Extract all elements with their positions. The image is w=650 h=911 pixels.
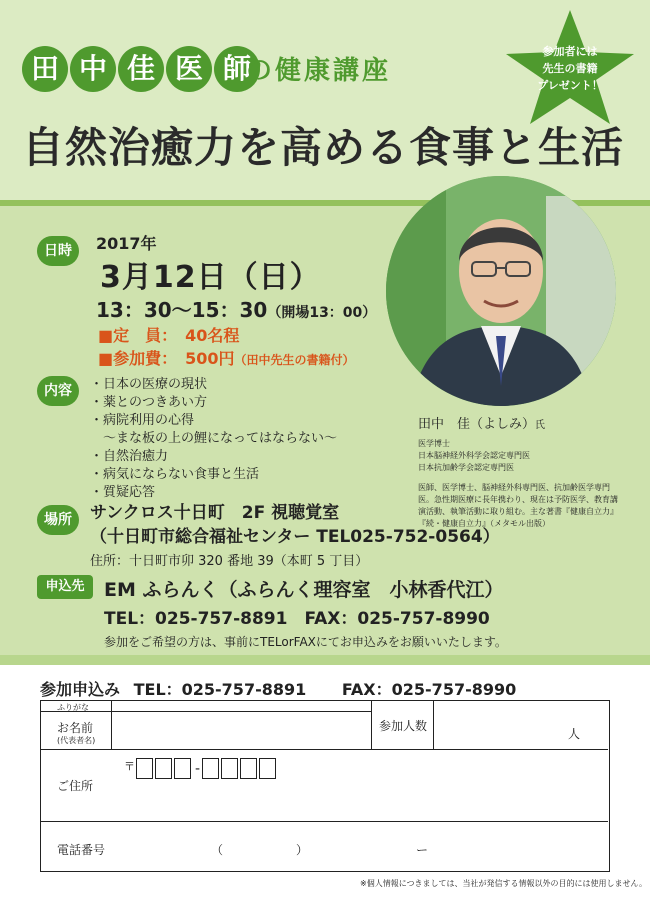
name-badge: 医 [166, 46, 212, 92]
list-item: ・自然治癒力 [90, 449, 169, 464]
postal-dash: - [195, 760, 201, 777]
venue-address: 住所：十日町市卯 320 番地 39（本町 5 丁目） [90, 554, 369, 569]
content-tag: 内容 [37, 376, 79, 406]
apply-contact: TEL：025-757-8891 FAX：025-757-8990 [104, 609, 490, 629]
name-label: お名前 [57, 721, 94, 735]
application-form [40, 700, 610, 872]
venue-sub: （十日町市総合福祉センター TEL025-752-0564） [90, 527, 500, 547]
postal-digit-box[interactable] [221, 758, 238, 779]
name-sub-label: (代表者名) [57, 736, 96, 745]
list-item: ・日本の医療の現状 [90, 377, 208, 392]
venue-tag: 場所 [37, 505, 79, 535]
postal-mark: 〒 [124, 760, 135, 773]
phone-paren-close: ） [296, 843, 309, 857]
event-time: 13：30〜15：30（開場13：00） [96, 298, 377, 322]
event-date: 3月12日（日） [100, 260, 321, 295]
privacy-note: ※個人情報につきましては、当社が発信する情報以外の目的には使用しません。 [360, 879, 648, 888]
apply-org: EM ふらんく（ふらんく理容室 小林香代江） [104, 579, 504, 601]
doctor-info [418, 413, 618, 530]
name-badge: 師 [214, 46, 260, 92]
divider [433, 701, 434, 749]
furigana-label: ふりがな [57, 703, 89, 712]
list-item: ・質疑応答 [90, 485, 156, 500]
list-item: ・薬とのつきあい方 [90, 395, 208, 410]
list-item: ・病院利用の心得 [90, 413, 195, 428]
divider [41, 711, 371, 712]
series-label: の健康講座 [246, 56, 392, 86]
name-badge: 中 [70, 46, 116, 92]
postal-code-field[interactable] [136, 758, 278, 779]
venue-name: サンクロス十日町 2F 視聴覚室 [90, 503, 340, 523]
content-list [90, 376, 337, 502]
postal-digit-box[interactable] [202, 758, 219, 779]
divider [0, 655, 650, 665]
name-badge: 佳 [118, 46, 164, 92]
postal-digit-box[interactable] [136, 758, 153, 779]
form-header: 参加申込み TEL：025-757-8891 FAX：025-757-8990 [40, 680, 517, 699]
divider [41, 821, 608, 822]
count-unit: 人 [568, 727, 581, 741]
name-badge: 田 [22, 46, 68, 92]
apply-note: 参加をご希望の方は、事前にTELorFAXにてお申込みをお願いいたします。 [104, 635, 507, 649]
doctor-portrait-icon [386, 176, 616, 406]
event-year: 2017年 [96, 234, 157, 253]
divider [111, 701, 112, 749]
address-label: ご住所 [57, 779, 94, 793]
page-title: 自然治癒力を高める食事と生活 [22, 123, 625, 172]
count-label: 参加人数 [379, 719, 428, 733]
postal-digit-box[interactable] [174, 758, 191, 779]
doctor-photo [386, 176, 616, 406]
doctor-name-badges [22, 46, 260, 92]
list-item: ・病気にならない食事と生活 [90, 467, 260, 482]
divider [371, 701, 372, 749]
doctor-name: 田中 佳（よしみ）氏 [418, 417, 546, 432]
event-fee: ■参加費： 500円（田中先生の書籍付） [98, 349, 355, 368]
doctor-bio: 医師、医学博士、脳神経外科専門医、抗加齢医学専門医。急性期医療に長年携わり、現在は予防医学、教育講演活動、執筆活動に取り組む。主な著書『健康自立力』『続・健康自立力』（メタモル出版） [418, 483, 618, 528]
postal-digit-box[interactable] [155, 758, 172, 779]
datetime-tag: 日時 [37, 236, 79, 266]
event-capacity: ■定 員： 40名程 [98, 326, 240, 345]
list-item: 〜まな板の上の鯉になってはならない〜 [90, 431, 338, 446]
phone-dash: ー [416, 843, 429, 857]
postal-digit-box[interactable] [240, 758, 257, 779]
postal-digit-box[interactable] [259, 758, 276, 779]
phone-paren-open: （ [211, 843, 224, 857]
apply-tag: 申込先 [37, 575, 93, 599]
star-badge-text: 参加者には 先生の書籍 プレゼント！ [537, 45, 603, 92]
divider [41, 749, 608, 750]
phone-label: 電話番号 [57, 843, 106, 857]
doctor-credentials: 医学博士 日本脳神経外科学会認定専門医 日本抗加齢学会認定専門医 [418, 439, 530, 472]
